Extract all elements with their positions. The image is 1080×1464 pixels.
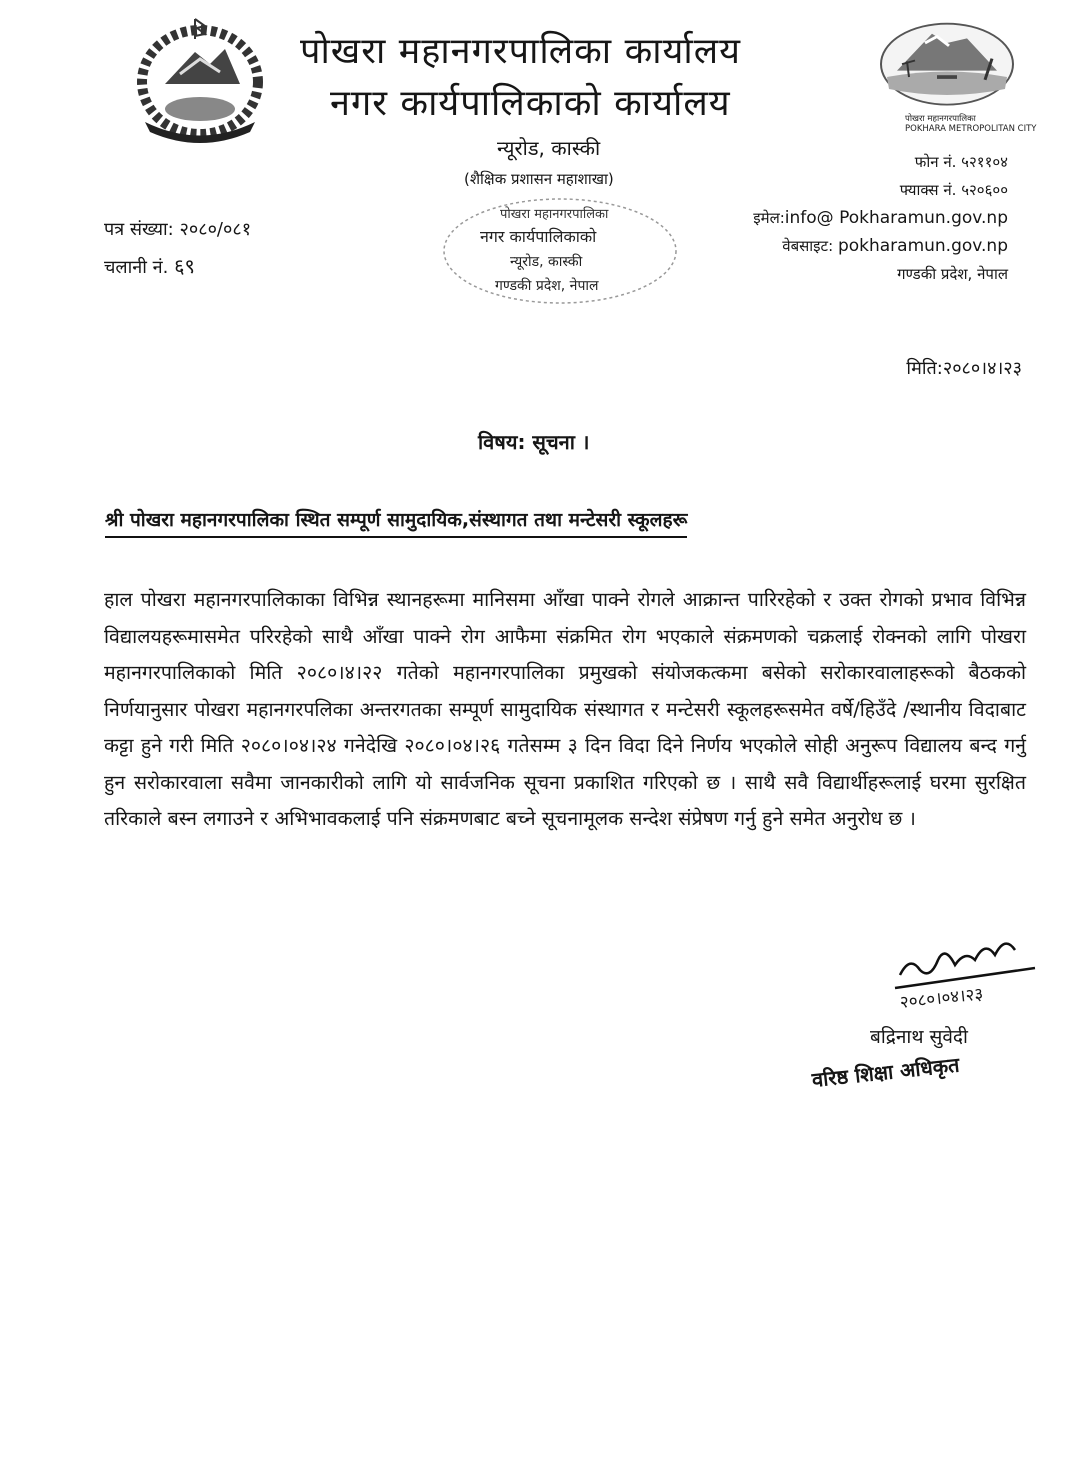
dispatch-number-row bbox=[104, 248, 251, 286]
dispatch-number-label: चलानी नं. bbox=[104, 257, 169, 278]
office-branch: (शैक्षिक प्रशासन महाशाखा) bbox=[464, 170, 614, 188]
letter-date: मिति:२०८०।४।२३ bbox=[906, 358, 1022, 379]
stamp-line4: गण्डकी प्रदेश, नेपाल bbox=[495, 278, 599, 294]
notice-body: हाल पोखरा महानगरपालिकाका विभिन्न स्थानहरूमा मानिसमा आँखा पाक्ने रोगले आक्रान्त पारिरहेको र उक्त रोगको प्रभाव विभिन्न विद्यालयहरूमासमेत परिरहेको साथै आँखा पाक्ने रोग आफैमा संक्रमित रोग भएकाले संक्रमणको चक्रलाई रोक्नको लागि पोखरा महानगरपालिकाको मिति २०८०।४।२२ गतेको महानगरपालिका प्रमुखको संयोजकत्कमा बसेको सरोकारवालाहरूको बैठकको निर्णयानुसार पोखरा महानगरपलिका अन्तरगतका सम्पूर्ण सामुदायिक संस्थागत र मन्टेसरी स्कूलहरूसमेत वर्षे/हिउँदे /स्थानीय विदाबाट कट्टा हुने गरी मिति २०८०।०४।२४ गनेदेखि २०८०।०४।२६ गतेसम्म ३ दिन विदा दिने निर्णय भएकोले सोही अनुरूप विद्यालय बन्द गर्नु हुन सरोकारवाला सवैमा जानकारीको लागि यो सार्वजनिक सूचना प्रकाशित गरिएको छ । साथै सवै विद्यार्थीहरूलाई घरमा सुरक्षित तरिकाले बस्न लगाउने र अभिभावकलाई पनि संक्रमणबाट बच्ने सूचनामूलक सन्देश संप्रेषण गर्नु हुने समेत अनुरोध छ । bbox=[104, 588, 1026, 830]
email-label: इमेल: bbox=[753, 209, 785, 227]
website-label: वेबसाइट: bbox=[782, 237, 834, 255]
website-link[interactable]: pokharamun.gov.np bbox=[837, 236, 1008, 256]
signature bbox=[820, 930, 1050, 992]
letter-number-row bbox=[104, 212, 251, 248]
letter-number-label: पत्र संख्या: bbox=[104, 219, 174, 240]
reference-block bbox=[104, 212, 251, 286]
office-subtitle: नगर कार्यपालिकाको कार्यालय bbox=[330, 83, 731, 124]
stamp-line2: नगर कार्यपालिकाको bbox=[480, 227, 597, 246]
office-address: न्यूरोड, कास्की bbox=[497, 136, 601, 160]
office-stamp bbox=[440, 196, 680, 306]
contact-block bbox=[753, 148, 1008, 288]
pokhara-metropolitan-logo bbox=[877, 20, 1017, 112]
stamp-line3: न्यूरोड, कास्की bbox=[510, 254, 583, 270]
website-row bbox=[753, 232, 1008, 260]
phone-number: फोन नं. ५२११०४ bbox=[914, 153, 1008, 171]
dispatch-number: ६९ bbox=[174, 254, 195, 278]
subject-heading: विषय: सूचना । bbox=[478, 430, 590, 454]
location: गण्डकी प्रदेश, नेपाल bbox=[897, 265, 1008, 283]
addressee: श्री पोखरा महानगरपालिका स्थित सम्पूर्ण सामुदायिक,संस्थागत तथा मन्टेसरी स्कूलहरू bbox=[105, 506, 687, 538]
signatory-designation: वरिष्ठ शिक्षा अधिकृत bbox=[810, 1052, 961, 1092]
stamp-line1: पोखरा महानगरपालिका bbox=[500, 207, 609, 222]
city-logo-caption bbox=[905, 114, 1036, 134]
city-logo-caption-np: पोखरा महानगरपालिका bbox=[905, 114, 976, 124]
signatory-name: बद्रिनाथ सुवेदी bbox=[870, 1026, 968, 1048]
city-logo-caption-en: POKHARA METROPOLITAN CITY bbox=[905, 124, 1037, 134]
office-title: पोखरा महानगरपालिका कार्यालय bbox=[300, 31, 742, 72]
fax-number: फ्याक्स नं. ५२०६०० bbox=[899, 181, 1008, 199]
email-link[interactable]: info@ Pokharamun.gov.np bbox=[784, 208, 1008, 228]
email-row bbox=[753, 204, 1008, 232]
nepal-emblem-logo bbox=[125, 14, 275, 144]
signature-date: २०८०।०४।२३ bbox=[898, 984, 985, 1013]
letter-number: २०८०/०८१ bbox=[179, 219, 252, 240]
